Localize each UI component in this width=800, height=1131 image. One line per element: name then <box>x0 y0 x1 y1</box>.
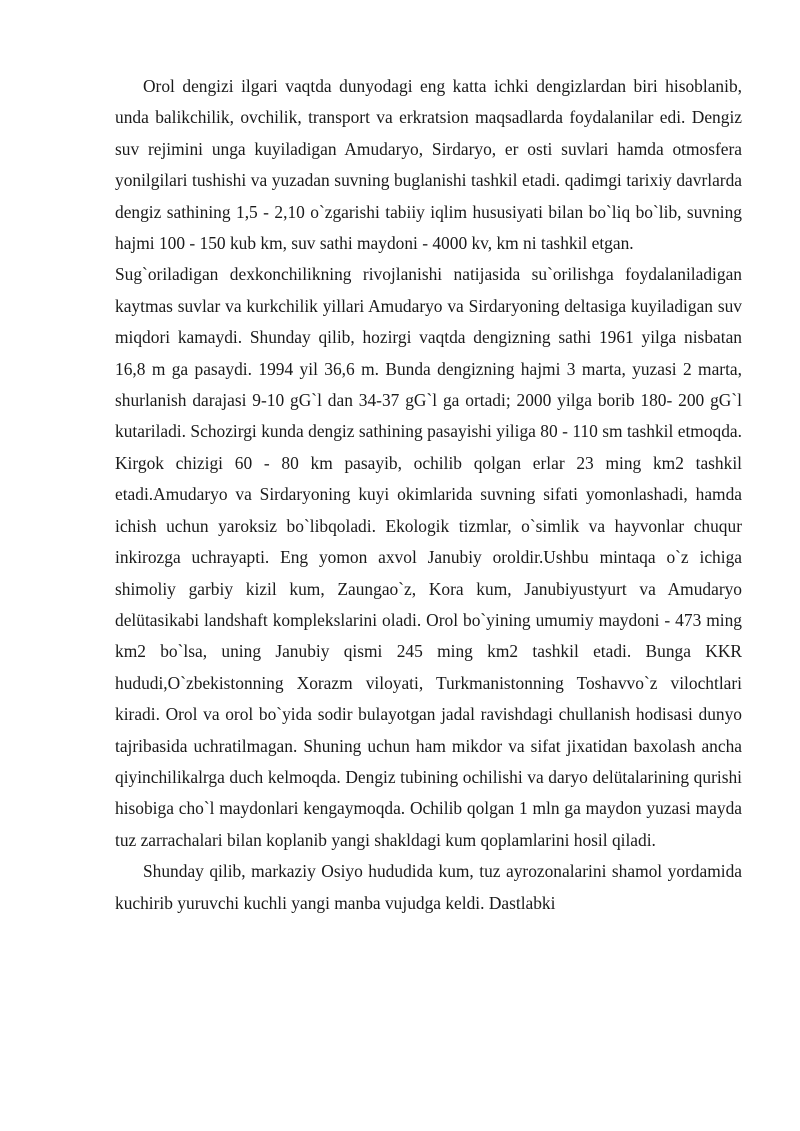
document-body <box>115 71 742 919</box>
paragraph-central-asia-salt-source: Shunday qilib, markaziy Osiyo hududida kum, tuz ayrozonalarini shamol yordamida kuchirib yuruvchi kuchli yangi manba vujudga keldi. Dastlabki <box>115 861 742 913</box>
paragraph-aral-sea-history: Orol dengizi ilgari vaqtda dunyodagi eng katta ichki dengizlardan biri hisoblanib, unda balikchilik, ovchilik, transport va erkratsion maqsadlarda foydalanilar edi. Dengiz suv rejimini unga kuyiladigan Amudaryo, Sirdaryo, er osti suvlari hamda otmosfera yonilgilari tushishi va yuzadan suvning buglanishi tashkil etadi. qadimgi tarixiy davrlarda dengiz sathining 1,5 - 2,10 o`zgarishi tabiiy iqlim hususiyati bilan bo`liq bo`lib, suvning hajmi 100 - 150 kub km, suv sathi maydoni - 4000 kv, km ni tashkil etgan. <box>115 76 742 254</box>
paragraph-irrigation-impact: Sug`oriladigan dexkonchilikning rivojlanishi natijasida su`orilishga foydalaniladigan kaytmas suvlar va kurkchilik yillari Amudaryo va Sirdaryoning deltasiga kuyiladigan suv miqdori kamaydi. Shunday qilib, hozirgi vaqtda dengizning sathi 1961 yilga nisbatan 16,8 m ga pasaydi. 1994 yil 36,6 m. Bunda dengizning hajmi 3 marta, yuzasi 2 marta, shurlanish darajasi 9-10 gG`l dan 34-37 gG`l ga ortadi; 2000 yilga borib 180- 200 gG`l kutariladi. Schozirgi kunda dengiz sathining pasayishi yiliga 80 - 110 sm tashkil etmoqda. Kirgok chizigi 60 - 80 km pasayib, ochilib qolgan erlar 23 ming km2 tashkil etadi.Amudaryo va Sirdaryoning kuyi okimlarida suvning sifati yomonlashadi, hamda ichish uchun yaroksiz bo`libqoladi. Ekologik tizmlar, o`simlik va hayvonlar chuqur inkirozga uchrayapti. Eng yomon axvol Janubiy oroldir.Ushbu mintaqa o`z ichiga shimoliy garbiy kizil kum, Zaungao`z, Kora kum, Janubiyustyurt va Amudaryo delütasikabi landshaft komplekslarini oladi. Orol bo`yining umumiy maydoni - 473 ming km2 bo`lsa, uning Janubiy qismi 245 ming km2 tashkil etadi. Bunga KKR hududi,O`zbekistonning Xorazm viloyati, Turkmanistonning Toshavvo`z vilochtlari kiradi. Orol va orol bo`yida sodir bulayotgan jadal ravishdagi chullanish hodisasi dunyo tajribasida uchratilmagan. Shuning uchun ham mikdor va sifat jixatidan baxolash ancha qiyinchilikalrga duch kelmoqda. Dengiz tubining ochilishi va daryo delütalarining qurishi hisobiga cho`l maydonlari kengaymoqda. Ochilib qolgan 1 mln ga maydon yuzasi mayda tuz zarrachalari bilan koplanib yangi shakldagi kum qoplamlarini hosil qiladi. <box>115 264 742 850</box>
